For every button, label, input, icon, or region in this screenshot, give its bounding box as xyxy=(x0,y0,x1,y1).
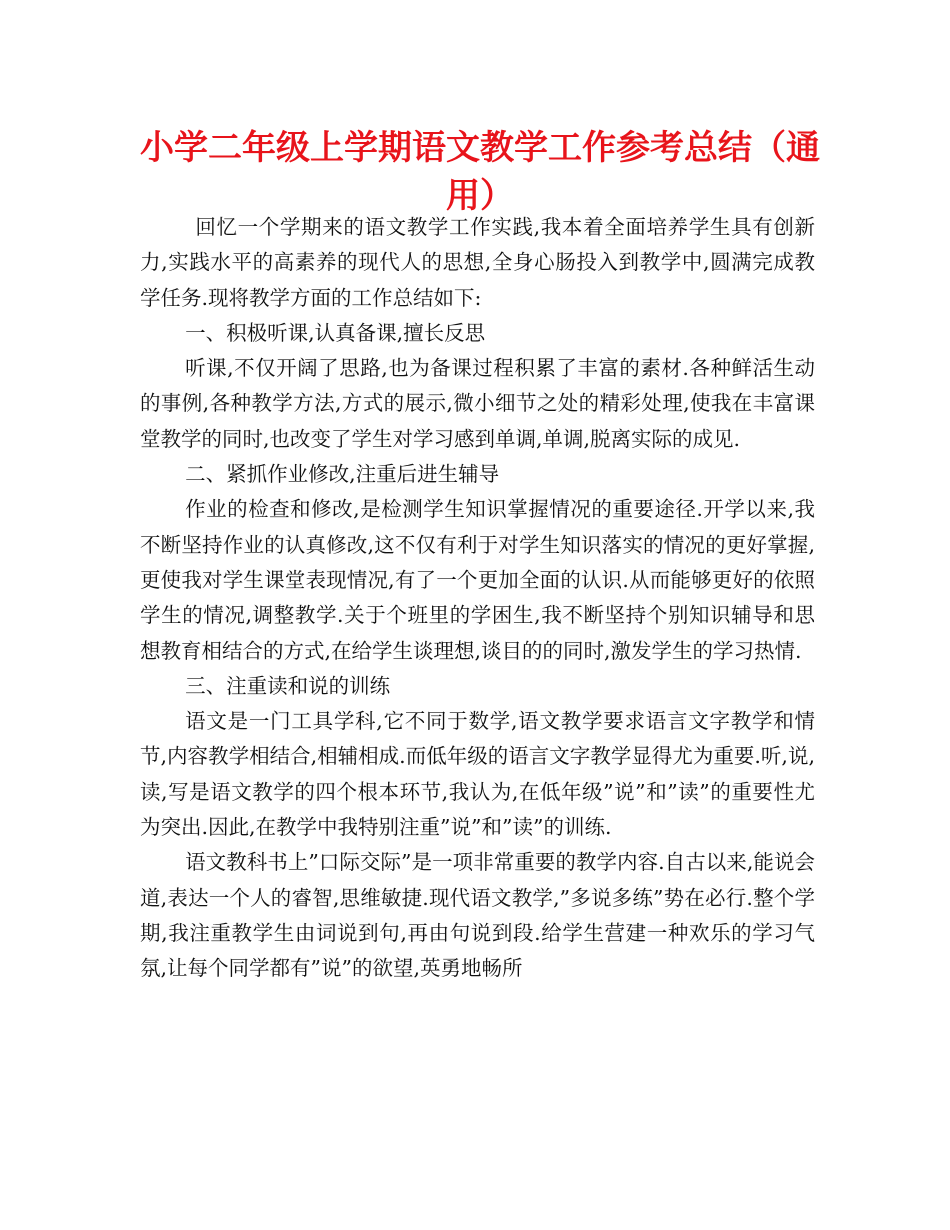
section-2-paragraph: 作业的检查和修改,是检测学生知识掌握情况的重要途径.开学以来,我不断坚持作业的认真修改,这不仅有利于对学生知识落实的情况的更好掌握,更使我对学生课堂表现情况,有了一个更加全面的认识.从而能够更好的依照学生的情况,调整教学.关于个班里的学困生,我不断坚持个别知识辅导和思想教育相结合的方式,在给学生谈理想,谈目的的同时,激发学生的学习热情. xyxy=(140,497,815,663)
section-heading-2: 二、紧抓作业修改,注重后进生辅导 xyxy=(185,462,500,487)
section-3-paragraph-2: 语文教科书上”口际交际”是一项非常重要的教学内容.自古以来,能说会道,表达一个人的睿智,思维敏捷.现代语文教学,”多说多练”势在必行.整个学期,我注重教学生由词说到句,再由句说到段.给学生营建一种欢乐的学习气氛,让每个同学都有”说”的欲望,英勇地畅所 xyxy=(140,850,815,981)
section-3-paragraph-1: 语文是一门工具学科,它不同于数学,语文教学要求语言文字教学和情节,内容教学相结合,相辅相成.而低年级的语言文字教学显得尤为重要.听,说,读,写是语文教学的四个根本环节,我认为,在低年级”说”和”读”的重要性尤为突出.因此,在教学中我特别注重”说”和”读”的训练. xyxy=(140,709,815,840)
section-heading-3: 三、注重读和说的训练 xyxy=(185,673,391,698)
section-1-paragraph: 听课,不仅开阔了思路,也为备课过程积累了丰富的素材.各种鲜活生动的事例,各种教学方法,方式的展示,微小细节之处的精彩处理,使我在丰富课堂教学的同时,也改变了学生对学习感到单调,单调,脱离实际的成见. xyxy=(140,356,815,451)
intro-paragraph: 回忆一个学期来的语文教学工作实践,我本着全面培养学生具有创新力,实践水平的高素养的现代人的思想,全身心肠投入到教学中,圆满完成教学任务.现将教学方面的工作总结如下: xyxy=(140,215,815,310)
section-heading-1: 一、积极听课,认真备课,擅长反思 xyxy=(185,320,486,345)
document-body xyxy=(140,210,815,987)
document-title: 小学二年级上学期语文教学工作参考总结（通用） xyxy=(140,128,820,216)
